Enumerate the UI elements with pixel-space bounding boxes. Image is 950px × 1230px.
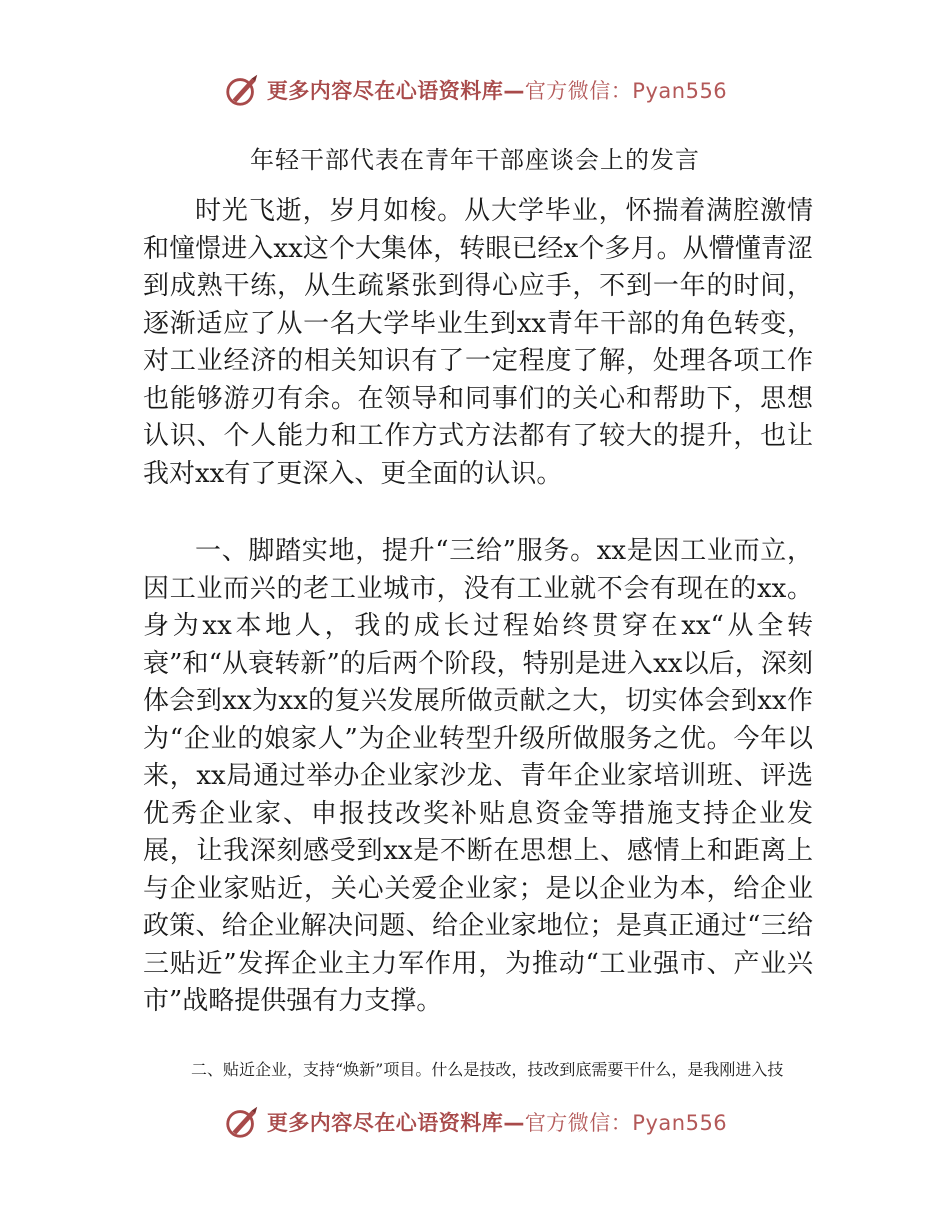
banner-text: 更多内容尽在心语资料库—官方微信：Pyan556 <box>266 1111 728 1135</box>
paragraph-section-one: 一、脚踏实地，提升“三给”服务。xx是因工业而立，因工业而兴的老工业城市，没有工业就不会有现在的xx。身为xx本地人，我的成长过程始终贯穿在xx“从全转衰”和“从衰转新”的后两个阶段，特别是进入xx以后，深刻体会到xx为xx的复兴发展所做贡献之大，切实体会到xx作为“企业的娘家人”为企业转型升级所做服务之优。今年以来，xx局通过举办企业家沙龙、青年企业家培训班、评选优秀企业家、申报技改奖补贴息资金等措施支持企业发展，让我深刻感受到xx是不断在思想上、感情上和距离上与企业家贴近，关心关爱企业家；是以企业为本，给企业政策、给企业解决问题、给企业家地位；是真正通过“三给三贴近”发挥企业主力军作用，为推动“工业强市、产业兴市”战略提供强有力支撑。 <box>143 536 813 1016</box>
paragraph-section-two-start: 二、贴近企业，支持“焕新”项目。什么是技改，技改到底需要干什么，是我刚进入技 <box>191 1060 784 1079</box>
document-title: 年轻干部代表在青年干部座谈会上的发言 <box>250 146 700 174</box>
pen-logo-icon <box>223 71 261 109</box>
footer-banner <box>0 1100 950 1144</box>
header-banner <box>0 68 950 112</box>
paragraph-intro: 时光飞逝，岁月如梭。从大学毕业，怀揣着满腔激情和憧憬进入xx这个大集体，转眼已经x个多月。从懵懂青涩到成熟干练，从生疏紧张到得心应手，不到一年的时间，逐渐适应了从一名大学毕业生到xx青年干部的角色转变，对工业经济的相关知识有了一定程度了解，处理各项工作也能够游刃有余。在领导和同事们的关心和帮助下，思想认识、个人能力和工作方式方法都有了较大的提升，也让我对xx有了更深入、更全面的认识。 <box>143 196 813 489</box>
pen-logo-icon <box>223 1103 261 1141</box>
banner-text: 更多内容尽在心语资料库—官方微信：Pyan556 <box>266 79 728 103</box>
